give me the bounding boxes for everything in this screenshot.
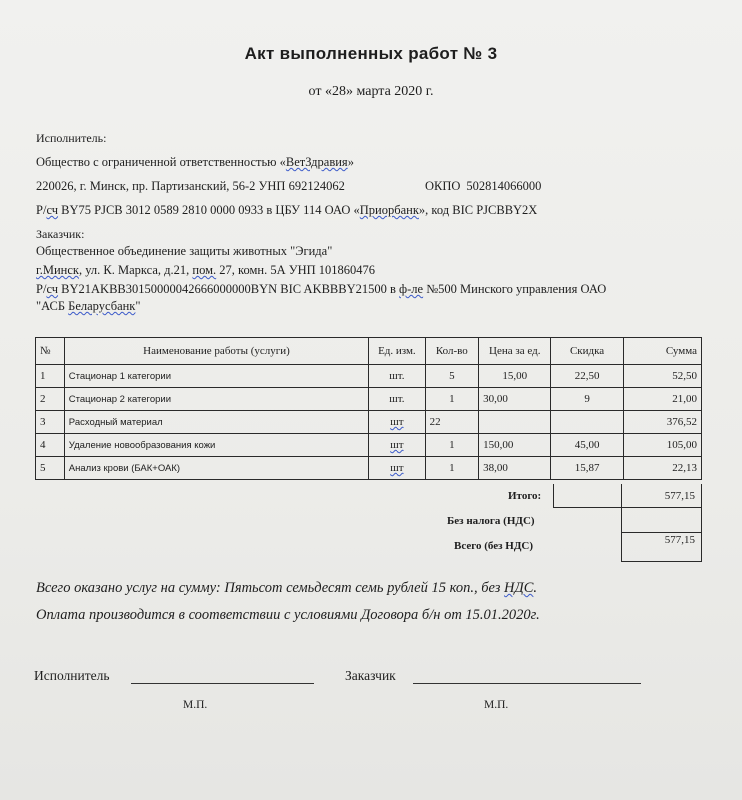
total-empty-cell: [553, 484, 622, 508]
executor-name: Общество с ограниченной ответственностью «ВетЗдравия»: [36, 155, 354, 169]
row-sum: 22,13: [623, 457, 701, 480]
grand-total-label: Всего (без НДС): [454, 540, 534, 552]
table-row: [36, 365, 702, 388]
row-quantity: 1: [425, 457, 479, 480]
customer-name: Общественное объединение защиты животных "Эгида": [36, 244, 333, 258]
header-name: Наименование работы (услуги): [64, 338, 368, 365]
row-quantity: 1: [425, 388, 479, 411]
executor-signature-line: [131, 682, 314, 684]
table-row: [36, 434, 702, 457]
row-quantity: 22: [425, 411, 479, 434]
header-price: Цена за ед.: [479, 338, 551, 365]
customer-address: г.Минск, ул. К. Маркса, д.21, пом. 27, комн. 5А УНП 101860476: [36, 263, 376, 277]
customer-signature-label: Заказчик: [345, 668, 396, 683]
row-sum: 376,52: [623, 411, 701, 434]
row-number: 4: [36, 434, 65, 457]
customer-caption: Заказчик:: [36, 227, 85, 241]
row-discount: 9: [551, 388, 623, 411]
total-label: Итого:: [508, 490, 542, 502]
row-quantity: 5: [425, 365, 479, 388]
executor-account: Р/сч BY75 PJCB 3012 0589 2810 0000 0933 в ЦБУ 114 ОАО «Приорбанк», код BIC PJCBBY2X: [36, 203, 538, 217]
row-name: Стационар 2 категории: [64, 388, 368, 411]
header-sum: Сумма: [623, 338, 701, 365]
row-number: 2: [36, 388, 65, 411]
row-sum: 52,50: [623, 365, 701, 388]
row-price: [479, 411, 551, 434]
row-discount: [551, 411, 623, 434]
row-discount: 22,50: [551, 365, 623, 388]
row-name: Стационар 1 категории: [64, 365, 368, 388]
document-date: от «28» марта 2020 г.: [308, 84, 434, 99]
payment-terms: Оплата производится в соответствии с условиями Договора б/н от 15.01.2020г.: [36, 607, 540, 623]
row-discount: 45,00: [551, 434, 623, 457]
customer-bank: "АСБ Беларусбанк": [36, 299, 141, 313]
row-number: 1: [36, 365, 65, 388]
row-discount: 15,87: [551, 457, 623, 480]
row-unit: шт.: [369, 365, 425, 388]
no-tax-label: Без налога (НДС): [447, 515, 535, 527]
row-name: Расходный материал: [64, 411, 368, 434]
page-title: Акт выполненных работ № 3: [244, 44, 498, 63]
executor-caption: Исполнитель:: [36, 131, 107, 145]
table-row: [36, 457, 702, 480]
no-tax-cell: [621, 507, 702, 533]
row-price: 38,00: [479, 457, 551, 480]
row-number: 5: [36, 457, 65, 480]
executor-stamp-place: М.П.: [183, 699, 208, 711]
row-unit: шт: [369, 411, 425, 434]
row-name: Удаление новообразования кожи: [64, 434, 368, 457]
row-price: 30,00: [479, 388, 551, 411]
row-unit: шт.: [369, 388, 425, 411]
row-unit: шт: [369, 434, 425, 457]
row-name: Анализ крови (БАК+ОАК): [64, 457, 368, 480]
table-row: [36, 411, 702, 434]
table-row: [36, 388, 702, 411]
executor-signature-label: Исполнитель: [34, 668, 110, 683]
total-value: 577,15: [621, 484, 702, 508]
sum-in-words: Всего оказано услуг на сумму: Пятьсот семьдесят семь рублей 15 коп., без НДС.: [36, 580, 538, 596]
row-sum: 21,00: [623, 388, 701, 411]
header-discount: Скидка: [551, 338, 623, 365]
customer-signature-line: [413, 682, 641, 684]
customer-stamp-place: М.П.: [484, 699, 509, 711]
header-quantity: Кол-во: [425, 338, 479, 365]
header-number: №: [36, 338, 65, 365]
grand-total-value: 577,15: [621, 532, 702, 562]
executor-okpo: ОКПО 502814066000: [425, 179, 542, 193]
executor-address: 220026, г. Минск, пр. Партизанский, 56-2 УНП 692124062: [36, 179, 345, 193]
services-table: [35, 337, 702, 480]
row-price: 150,00: [479, 434, 551, 457]
row-number: 3: [36, 411, 65, 434]
customer-account: Р/сч BY21AKBB30150000042666000000BYN BIC AKBBBY21500 в ф-ле №500 Минского управления ОАО: [36, 282, 607, 296]
row-quantity: 1: [425, 434, 479, 457]
row-price: 15,00: [479, 365, 551, 388]
header-unit: Ед. изм.: [369, 338, 425, 365]
row-sum: 105,00: [623, 434, 701, 457]
table-header-row: [36, 338, 702, 365]
row-unit: шт: [369, 457, 425, 480]
